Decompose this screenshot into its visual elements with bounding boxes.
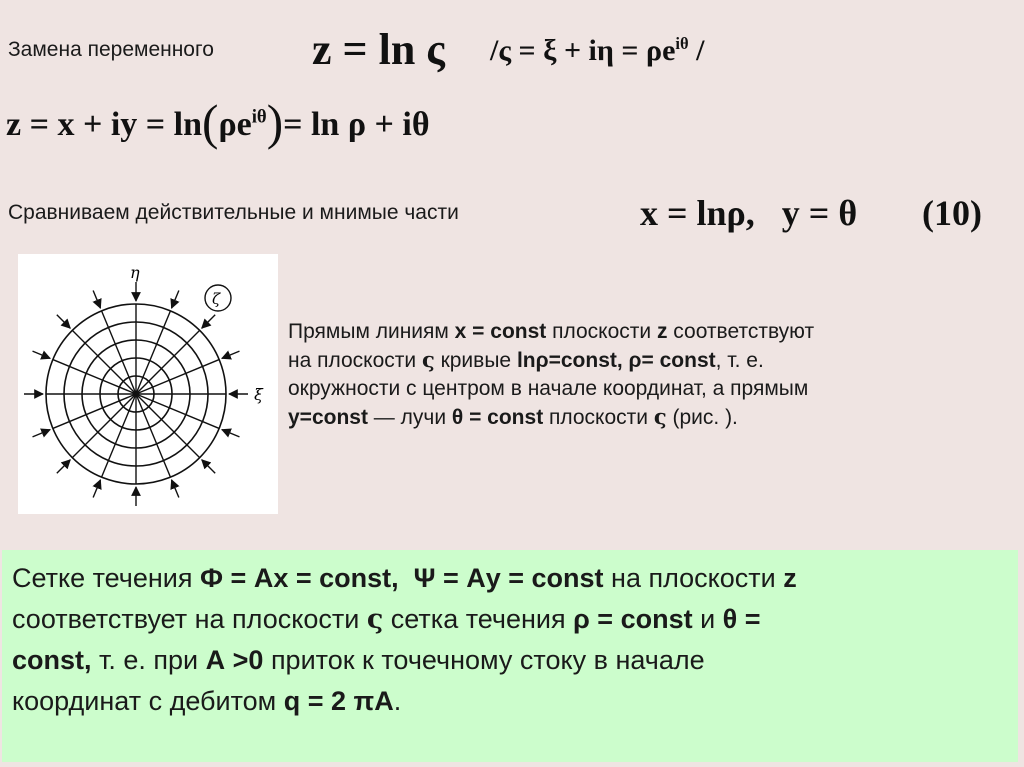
xi-axis-label: ξ	[254, 385, 263, 404]
zeta-definition-exponent: iθ	[675, 34, 689, 53]
polar-grid-svg	[18, 254, 278, 514]
eta-axis-label: η	[130, 263, 140, 282]
summary-text	[12, 558, 1012, 722]
replace-variable-label: Замена переменного	[8, 38, 214, 61]
flow-arrow	[33, 430, 51, 437]
zeta-plane-label: ζ	[212, 290, 221, 308]
polar-grid-figure	[18, 254, 278, 514]
expansion-rhs: = ln ρ + iθ	[283, 106, 430, 143]
flow-arrow	[93, 291, 100, 309]
flow-arrow	[93, 480, 100, 498]
flow-arrow	[172, 291, 179, 309]
flow-arrow	[33, 351, 51, 358]
flow-arrow	[202, 460, 215, 473]
expansion-lhs: z = x + iy = ln	[6, 106, 203, 143]
flow-arrow	[57, 460, 70, 473]
grid-ray	[136, 330, 200, 394]
flow-arrow	[172, 480, 179, 498]
zeta-definition-suffix: /	[688, 34, 705, 67]
description-line-4: y=const — лучи θ = const плоскости ς (рис. ).	[288, 404, 738, 429]
close-paren: )	[266, 95, 284, 150]
flow-arrow	[57, 315, 70, 328]
zeta-definition-equation	[490, 34, 704, 68]
summary-line-4: координат с дебитом q = 2 πА.	[12, 686, 402, 716]
x-y-equation: x = lnρ, y = θ	[640, 193, 858, 233]
description-text	[288, 318, 1008, 432]
main-substitution-equation: z = ln ς	[312, 25, 445, 74]
flow-arrow	[222, 351, 240, 358]
equation-number: (10)	[922, 193, 982, 233]
flow-arrow	[222, 430, 240, 437]
zeta-definition-prefix: /ς = ξ + iη = ρe	[490, 34, 676, 67]
radial-rays	[46, 304, 226, 484]
summary-line-2: соответствует на плоскости ς сетка течения ρ = const и θ =	[12, 604, 761, 635]
compare-parts-label: Сравниваем действительные и мнимые части	[8, 201, 459, 224]
grid-ray	[136, 394, 200, 458]
description-line-3: окружности с центром в начале координат, а прямым	[288, 377, 809, 400]
flow-arrow	[202, 315, 215, 328]
grid-ray	[72, 394, 136, 458]
description-line-2: на плоскости ς кривые lnρ=const, ρ= const, т. е.	[288, 347, 764, 372]
expansion-equation	[6, 95, 430, 150]
summary-line-3: const, т. е. при А >0 приток к точечному стоку в начале	[12, 645, 705, 675]
description-line-1: Прямым линиям x = const плоскости z соответствуют	[288, 320, 815, 343]
expansion-exponent: iθ	[251, 106, 267, 128]
grid-ray	[72, 330, 136, 394]
summary-line-1: Сетке течения Ф = Ах = const, Ψ = Ау = const на плоскости z	[12, 563, 797, 593]
expansion-rho-e: ρe	[218, 106, 252, 143]
open-paren: (	[202, 95, 219, 150]
